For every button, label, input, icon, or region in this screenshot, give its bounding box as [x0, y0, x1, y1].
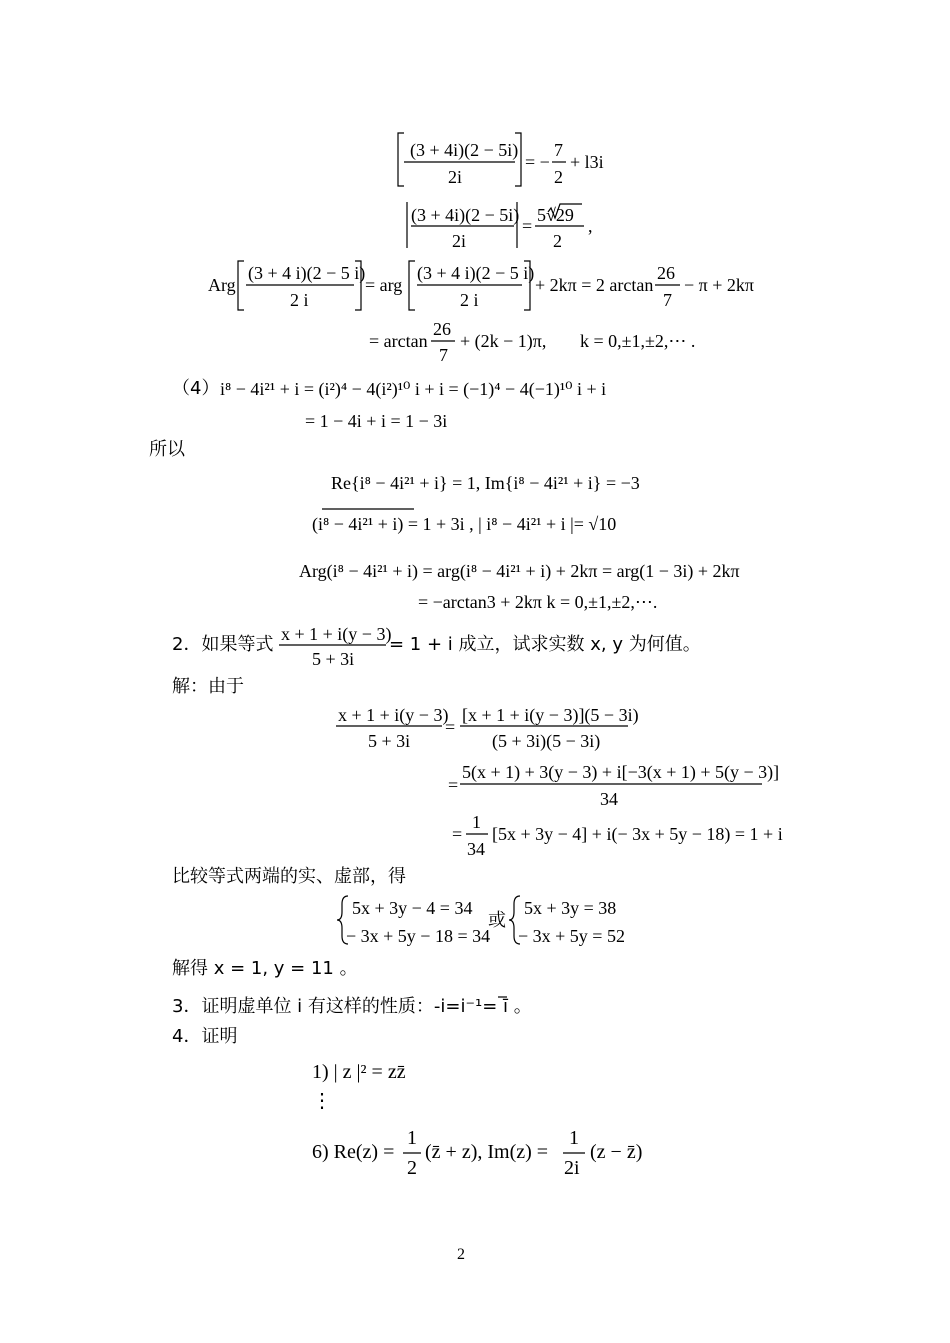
eq1-frac-den: 2: [554, 167, 563, 187]
eq3-den2: 2 i: [460, 290, 479, 310]
q2-prefix: 2．如果等式: [172, 634, 274, 655]
step2-eq: =: [448, 775, 459, 795]
step3-den: 34: [467, 839, 485, 859]
proof-6-frac2-num: 1: [569, 1127, 579, 1149]
proof-6-frac1-num: 1: [407, 1127, 417, 1149]
q2-frac-den: 5 + 3i: [312, 649, 355, 669]
q2-frac-num: x + 1 + i(y − 3): [281, 624, 392, 644]
step1-den: 5 + 3i: [368, 731, 411, 751]
eq3-frac-den: 7: [663, 290, 672, 310]
system2-eq1: 5x + 3y = 38: [524, 898, 617, 918]
question-4: 4．证明: [172, 1026, 238, 1047]
eq1-numerator: (3 + 4i)(2 − 5i): [410, 140, 519, 160]
eq3-den: 2 i: [290, 290, 309, 310]
step3-eq: =: [452, 824, 463, 844]
part4-line2: = 1 − 4i + i = 1 − 3i: [305, 411, 448, 431]
q2-suffix: = 1 + i 成立，试求实数 x, y 为何值。: [389, 634, 701, 655]
eq3-arg: Arg: [208, 275, 236, 295]
eq3-num: (3 + 4 i)(2 − 5 i): [248, 263, 366, 283]
proof-6-frac1-den: 2: [407, 1157, 417, 1179]
eq2-numerator: (3 + 4i)(2 − 5i): [411, 205, 520, 225]
eq3-eq-arg: = arg: [365, 275, 403, 295]
eq1-tail: + l3i: [570, 152, 604, 172]
eq1-denominator: 2i: [448, 167, 463, 187]
proof-item-6a: 6) Re(z) =: [312, 1141, 395, 1163]
step1-num: x + 1 + i(y − 3): [338, 705, 449, 725]
eq3-num2: (3 + 4 i)(2 − 5 i): [417, 263, 535, 283]
page-number: 2: [457, 1246, 465, 1263]
eq4-tail: + (2k − 1)π,: [460, 331, 547, 351]
eq2-equals: =: [522, 216, 533, 236]
eq1-frac-num: 7: [554, 140, 563, 160]
compare-label: 比较等式两端的实、虚部，得: [172, 866, 406, 887]
eq3-tail: − π + 2kπ: [684, 275, 754, 295]
eq4-num: 26: [433, 319, 451, 339]
eq4-lead: = arctan: [369, 331, 428, 351]
eq4-k-range: k = 0,±1,±2,⋯ .: [580, 331, 696, 351]
step1-eq: =: [445, 717, 456, 737]
eq2-denominator: 2i: [452, 231, 467, 251]
system2-eq2: − 3x + 5y = 52: [518, 926, 625, 946]
conj-abs-line: (i⁸ − 4i²¹ + i) = 1 + 3i , | i⁸ − 4i²¹ + i |= √10: [312, 514, 617, 534]
proof-item-6b: (z̄ + z), Im(z) =: [425, 1141, 549, 1163]
vertical-ellipsis: ⋮: [312, 1090, 332, 1112]
eq2-frac-num: 5√29: [537, 205, 574, 225]
system1-eq1: 5x + 3y − 4 = 34: [352, 898, 473, 918]
or-label: 或: [488, 910, 506, 931]
eq2-tail: ,: [588, 216, 593, 236]
eq1-equals: = −: [525, 152, 550, 172]
solution-result: 解得 x = 1, y = 11 。: [172, 958, 358, 979]
eq3-mid: + 2kπ = 2 arctan: [535, 275, 654, 295]
step2-den: 34: [600, 789, 618, 809]
step3-tail: [5x + 3y − 4] + i(− 3x + 5y − 18) = 1 + i: [492, 824, 783, 844]
part4-label: （4）: [172, 378, 220, 399]
eq4-den: 7: [439, 345, 448, 365]
arg-line2: = −arctan3 + 2kπ k = 0,±1,±2,⋯.: [418, 592, 658, 612]
solution-label: 解：由于: [172, 676, 244, 697]
step2-num: 5(x + 1) + 3(y − 3) + i[−3(x + 1) + 5(y − 3)]: [462, 762, 780, 782]
eq2-frac-den: 2: [553, 231, 562, 251]
step1-den2: (5 + 3i)(5 − 3i): [492, 731, 601, 751]
arg-line1: Arg(i⁸ − 4i²¹ + i) = arg(i⁸ − 4i²¹ + i) + 2kπ = arg(1 − 3i) + 2kπ: [299, 561, 740, 581]
step3-num: 1: [472, 812, 481, 832]
therefore-label: 所以: [149, 439, 185, 460]
proof-item-6c: (z − z̄): [590, 1141, 643, 1163]
proof-item-1: 1) | z |² = zz̄: [312, 1061, 406, 1083]
system1-eq2: − 3x + 5y − 18 = 34: [346, 926, 491, 946]
question-3: 3．证明虚单位 i 有这样的性质：-i=i⁻¹= ī 。: [172, 996, 532, 1017]
part4-line1: i⁸ − 4i²¹ + i = (i²)⁴ − 4(i²)¹⁰ i + i = (−1)⁴ − 4(−1)¹⁰ i + i: [220, 379, 607, 399]
step1-num2: [x + 1 + i(y − 3)](5 − 3i): [462, 705, 639, 725]
proof-6-frac2-den: 2i: [564, 1157, 580, 1179]
eq3-frac-num: 26: [657, 263, 675, 283]
re-im-line: Re{i⁸ − 4i²¹ + i} = 1, Im{i⁸ − 4i²¹ + i} = −3: [331, 473, 640, 493]
